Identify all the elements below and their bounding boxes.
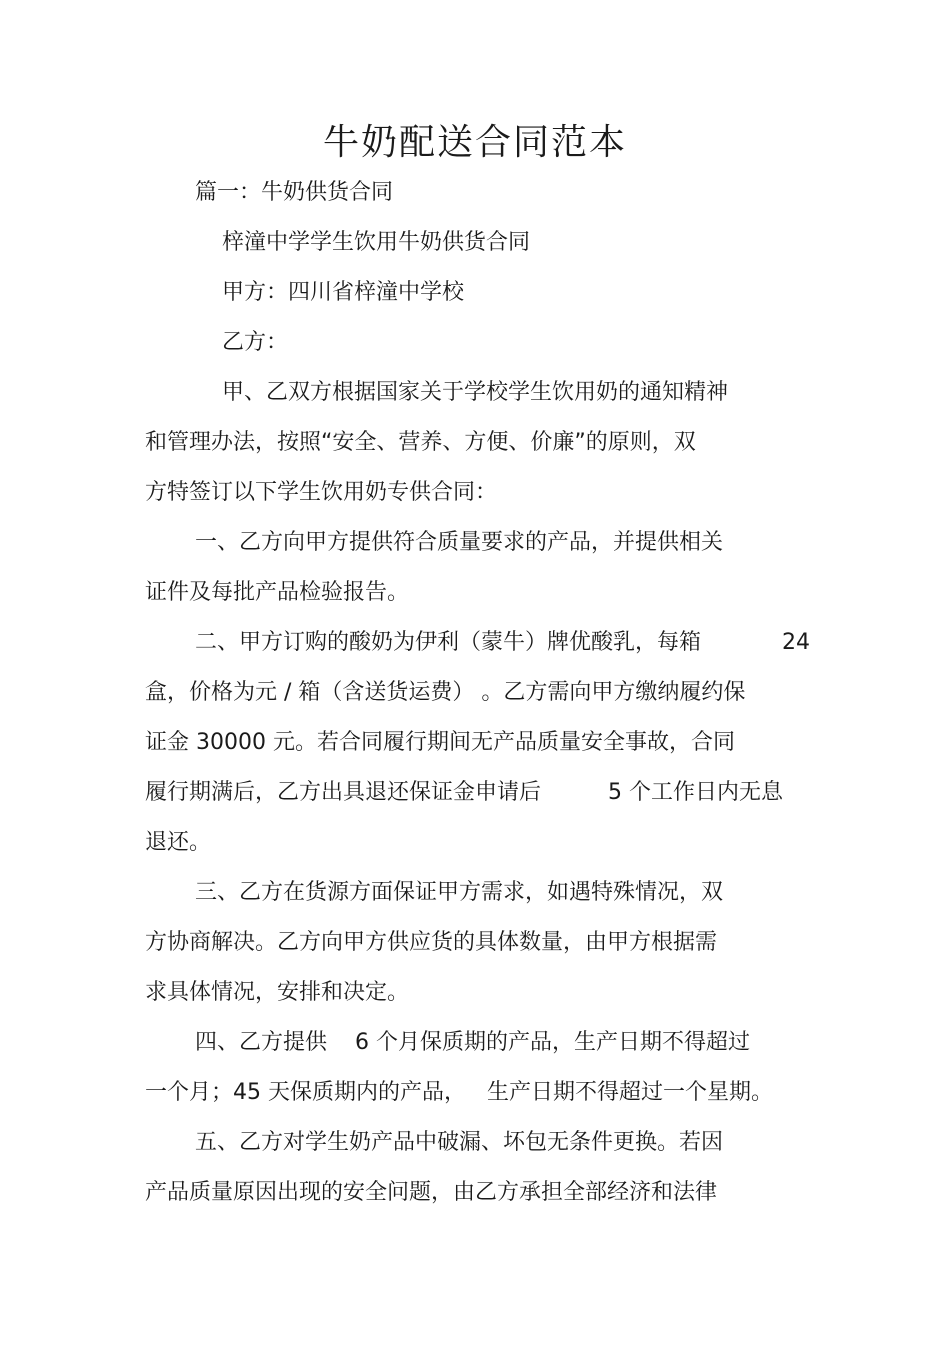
clause-2-line: 5 个工作日内无息 xyxy=(608,780,783,805)
party-b: 乙方： xyxy=(222,330,289,355)
clause-3-line: 方协商解决。乙方向甲方供应货的具体数量，由甲方根据需 xyxy=(145,930,718,955)
party-a: 甲方：四川省梓潼中学校 xyxy=(222,280,465,305)
clause-2-line: 二、甲方订购的酸奶为伊利（蒙牛）牌优酸乳，每箱 xyxy=(195,630,702,655)
contract-name: 梓潼中学学生饮用牛奶供货合同 xyxy=(222,230,531,255)
document-title: 牛奶配送合同范本 xyxy=(322,122,627,163)
clause-2-line: 证金 30000 元。若合同履行期间无产品质量安全事故，合同 xyxy=(145,730,735,755)
clause-2-line: 履行期满后，乙方出具退还保证金申请后 xyxy=(145,780,542,805)
preamble-line: 甲、乙双方根据国家关于学校学生饮用奶的通知精神 xyxy=(222,380,729,405)
clause-2-quantity: 24 xyxy=(782,630,810,655)
preamble-line: 和管理办法，按照“安全、营养、方便、价廉”的原则，双 xyxy=(145,430,696,455)
clause-4-line: 一个月；45 天保质期内的产品， xyxy=(145,1080,466,1105)
clause-2-line: 盒，价格为元 / 箱（含送货运费） 。乙方需向甲方缴纳履约保 xyxy=(145,680,746,705)
clause-4-line: 四、乙方提供 xyxy=(195,1030,328,1055)
clause-2-line: 退还。 xyxy=(145,830,212,855)
clause-4-line: 6 个月保质期的产品，生产日期不得超过 xyxy=(355,1030,750,1055)
clause-1-line: 证件及每批产品检验报告。 xyxy=(145,580,410,605)
clause-3-line: 求具体情况，安排和决定。 xyxy=(145,980,410,1005)
clause-5-line: 产品质量原因出现的安全问题，由乙方承担全部经济和法律 xyxy=(145,1180,718,1205)
clause-4-line: 生产日期不得超过一个星期。 xyxy=(487,1080,774,1105)
clause-3-line: 三、乙方在货源方面保证甲方需求，如遇特殊情况，双 xyxy=(195,880,724,905)
preamble-line: 方特签订以下学生饮用奶专供合同： xyxy=(145,480,498,505)
section-heading: 篇一：牛奶供货合同 xyxy=(195,180,394,205)
clause-1-line: 一、乙方向甲方提供符合质量要求的产品，并提供相关 xyxy=(195,530,724,555)
clause-5-line: 五、乙方对学生奶产品中破漏、坏包无条件更换。若因 xyxy=(195,1130,724,1155)
